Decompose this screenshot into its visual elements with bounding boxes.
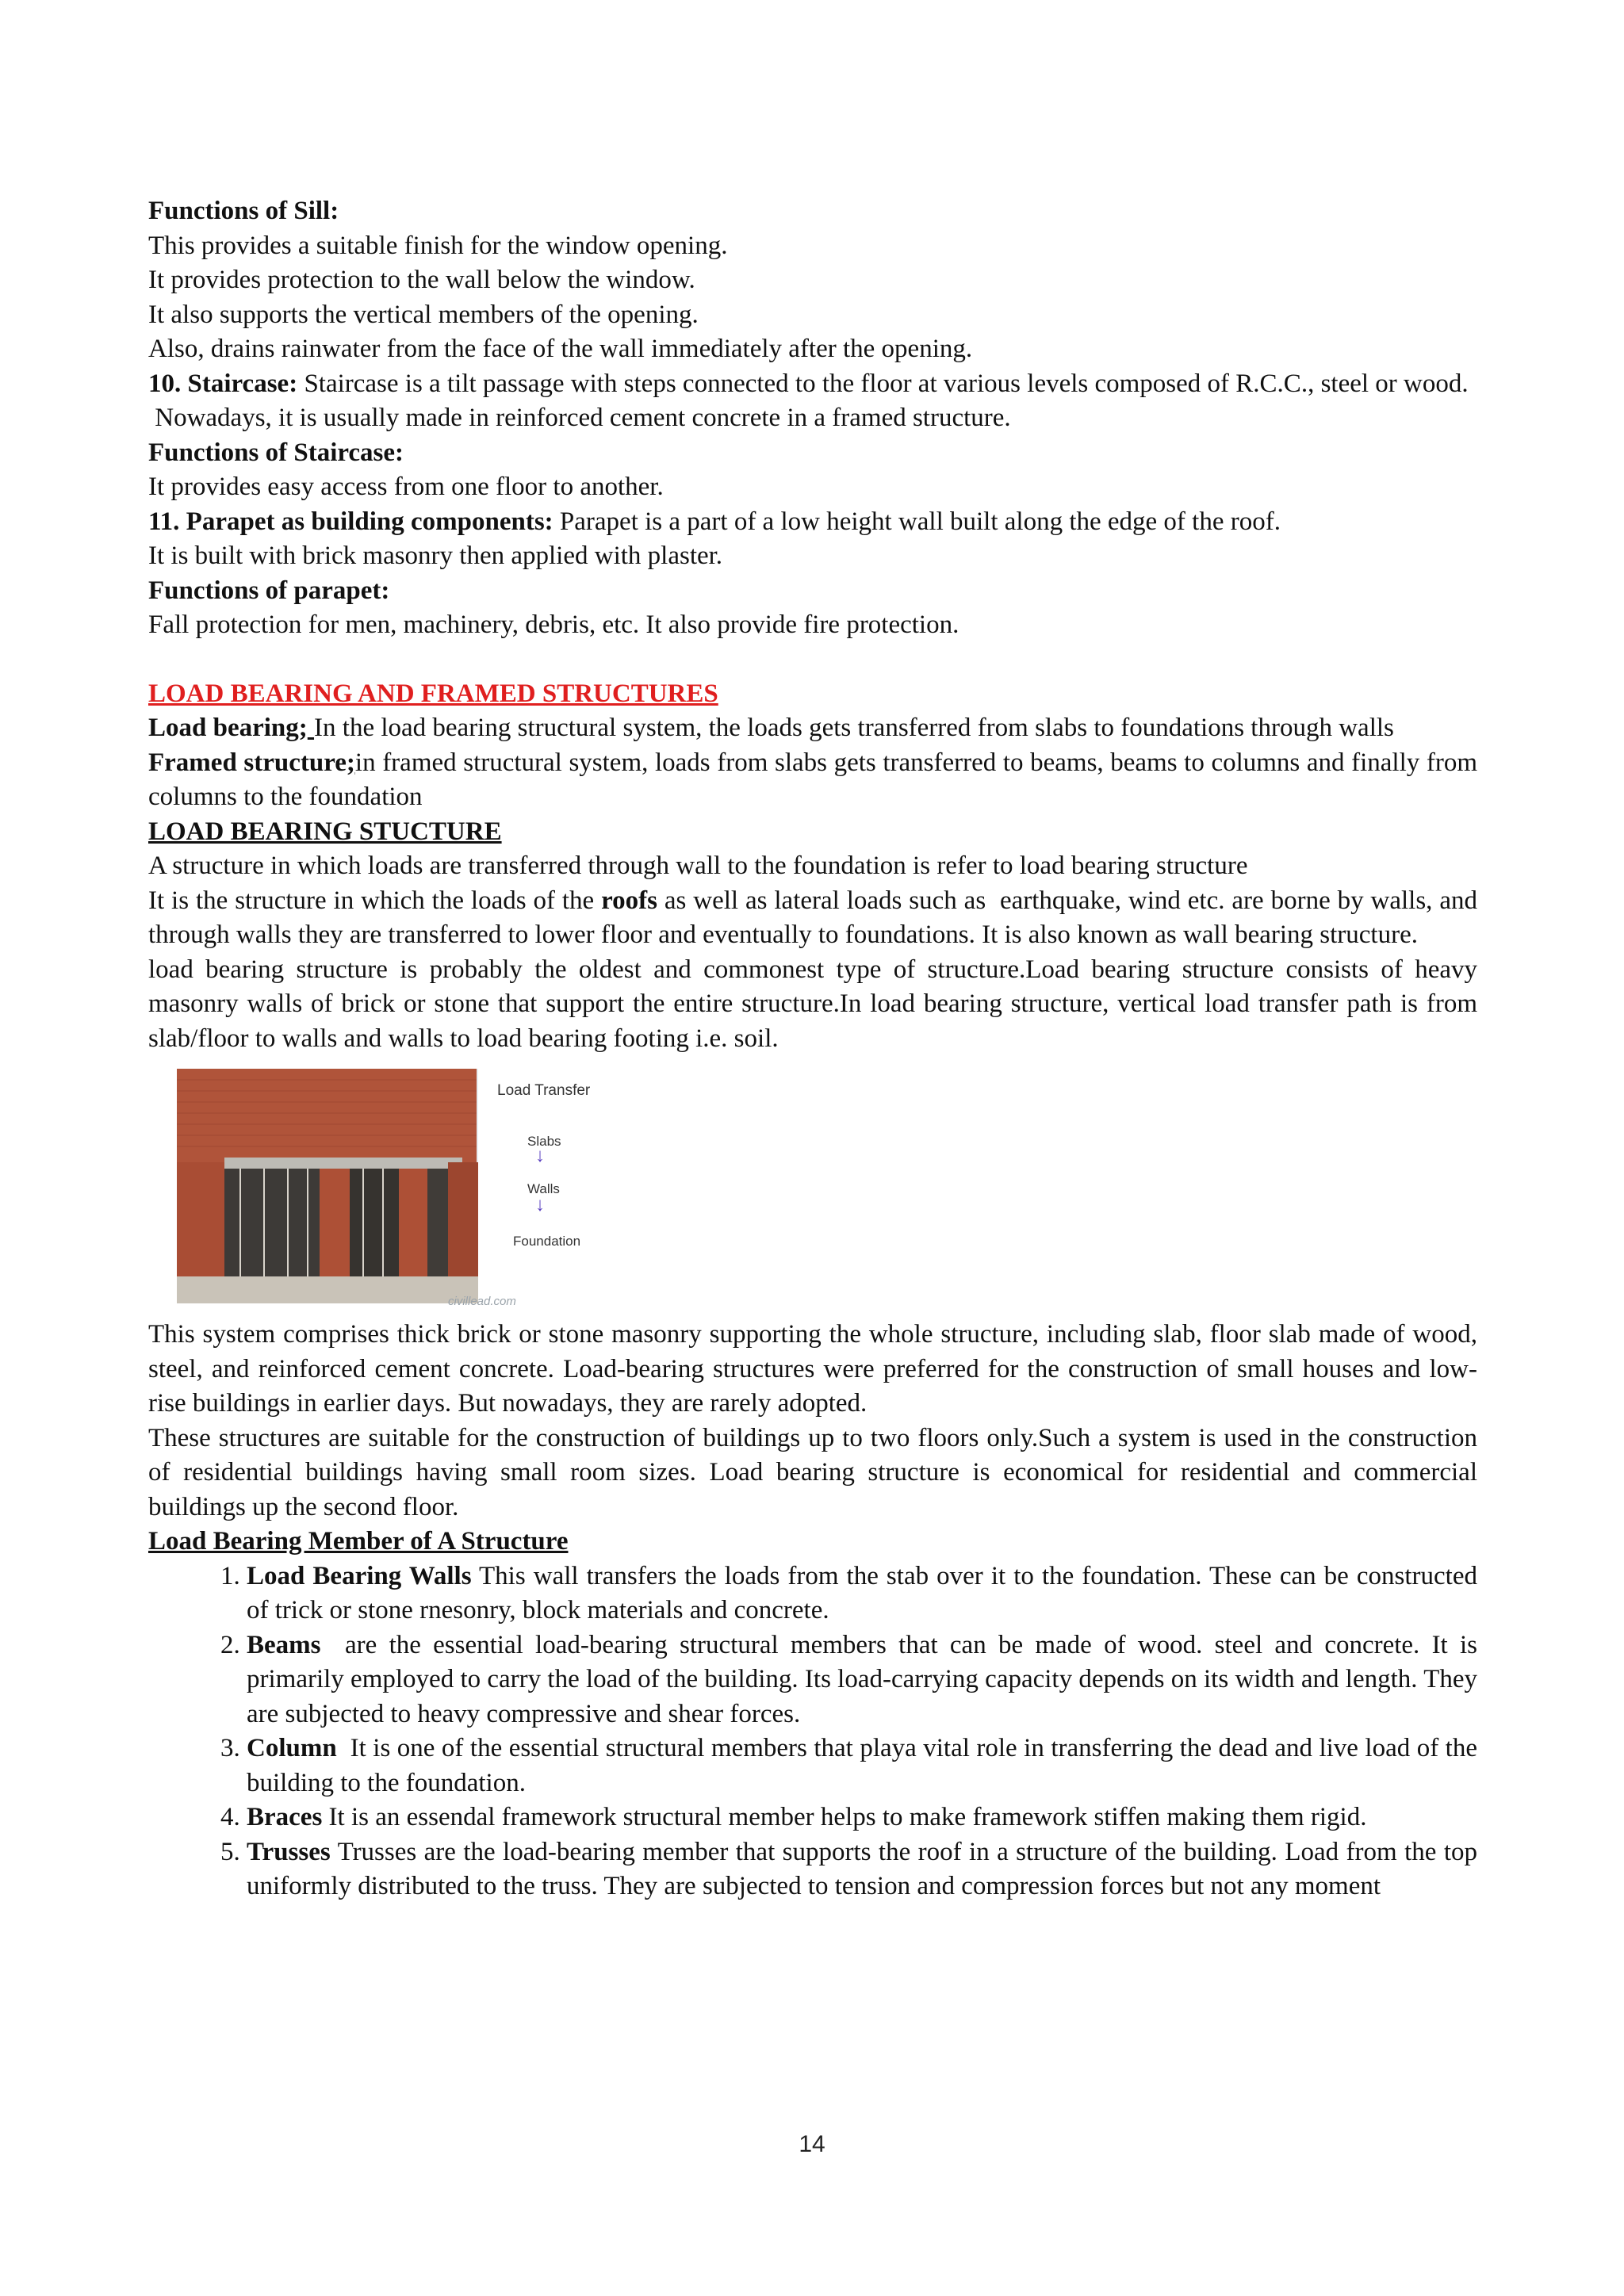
lbs-paragraph-3: load bearing structure is probably the oldest and commonest type of structure.Load bearing structure consists of heavy masonry walls of brick or stone that support the entire structure.In load bearing structure, vertical load transfer path is from slab/floor to walls and walls to load bearing footing i.e. soil. [148, 955, 1477, 1053]
sill-line: This provides a suitable finish for the window opening. [148, 231, 728, 260]
list-item [247, 1732, 1484, 1800]
member-term: Beams [247, 1630, 321, 1659]
member-term: Braces [247, 1803, 323, 1831]
load-bearing-definition [148, 711, 1477, 746]
staircase-paragraph [148, 367, 1477, 402]
framed-structure-separator: ; [346, 748, 355, 777]
sill-line: It provides protection to the wall below the window. [148, 266, 695, 294]
lbs-paragraph-2-end: as well as lateral loads such as earthquake, wind etc. are borne by walls, and through walls they are transferred to lower floor and eventually to foundations. It is also known as wall bearing structure. [148, 886, 1484, 949]
list-item [247, 1800, 1477, 1835]
underlined-space [308, 714, 314, 742]
list-item [247, 1559, 1484, 1628]
members-heading: Load Bearing Member of A Structure [148, 1527, 569, 1556]
load-transfer-figure [148, 1064, 1477, 1311]
parapet-text: Parapet is a part of a low height wall built along the edge of the roof. [553, 507, 1281, 536]
load-bearing-text: In the load bearing structural system, the loads gets transferred from slabs to foundations through walls [314, 714, 1394, 742]
legend-step-slabs: Slabs [527, 1134, 561, 1149]
parapet-paragraph [148, 505, 1477, 540]
legend-step-foundation: Foundation [513, 1234, 581, 1249]
list-item [247, 1835, 1484, 1904]
member-text: are the essential load-bearing structural members that can be made of wood. steel and concrete. It is primarily employed to carry the load of the building. Its load-carrying capacity depends on its width and length. They are subjected to heavy compressive and shear forces. [247, 1630, 1484, 1728]
member-term: Column [247, 1734, 337, 1762]
load-bearing-label: Load bearing; [148, 714, 308, 742]
system-paragraph-1: This system comprises thick brick or stone masonry supporting the whole structure, including slab, floor slab made of wood, steel, and reinforced cement concrete. Load-bearing structures were preferred for the construction of small houses and low-rise buildings in earlier days. But nowadays, they are rarely adopted. [148, 1320, 1477, 1418]
page-number: 14 [799, 2131, 825, 2157]
staircase-label: 10. Staircase: [148, 369, 298, 398]
subsection-heading: LOAD BEARING STUCTURE [148, 817, 502, 846]
lbs-paragraph-2 [148, 884, 1484, 953]
page-content [148, 194, 1484, 1904]
roofs-bold: roofs [601, 886, 657, 915]
lbs-paragraph-1: A structure in which loads are transferred through wall to the foundation is refer to load bearing structure [148, 851, 1248, 880]
figure-watermark: civillead.com [448, 1295, 516, 1308]
load-transfer-legend [448, 1073, 638, 1308]
parapet-functions-heading: Functions of parapet: [148, 576, 390, 605]
section-gap [148, 643, 1477, 677]
brick-building-illustration [177, 1069, 478, 1303]
section-heading: LOAD BEARING AND FRAMED STRUCTURES [148, 679, 718, 708]
sill-line: It also supports the vertical members of the opening. [148, 300, 699, 329]
staircase-note: Nowadays, it is usually made in reinforced cement concrete in a framed structure. [148, 404, 1011, 432]
framed-structure-definition [148, 746, 1477, 815]
system-paragraph-2: These structures are suitable for the construction of buildings up to two floors only.Such a system is used in the construction of residential buildings having small room sizes. Load bearing structure is economical for residential and commercial buildings up the second floor. [148, 1423, 1477, 1521]
member-text: Trusses are the load-bearing member that supports the roof in a structure of the building. Load from the top uniformly distributed to the truss. They are subjected to tension and compression forces but not any moment [247, 1837, 1484, 1900]
staircase-functions-heading: Functions of Staircase: [148, 438, 404, 467]
member-text: It is an essendal framework structural member helps to make framework stiffen making them rigid. [322, 1803, 1367, 1831]
arrow-down-icon: ↓ [535, 1145, 545, 1166]
parapet-label: 11. Parapet as building components: [148, 507, 553, 536]
parapet-text-2: It is built with brick masonry then applied with plaster. [148, 541, 723, 570]
parapet-functions-text: Fall protection for men, machinery, debris, etc. It also provide fire protection. [148, 610, 959, 639]
framed-structure-label: Framed structure [148, 748, 347, 777]
list-item [247, 1628, 1484, 1732]
brick-building-photo [177, 1069, 478, 1303]
lbs-paragraph-2-start: It is the structure in which the loads of the [148, 886, 602, 915]
sill-line: Also, drains rainwater from the face of the wall immediately after the opening. [148, 335, 973, 363]
staircase-functions-text: It provides easy access from one floor to another. [148, 473, 664, 501]
arrow-down-icon: ↓ [535, 1194, 545, 1215]
sill-heading: Functions of Sill: [148, 197, 339, 225]
member-term: Trusses [247, 1837, 331, 1866]
member-term: Load Bearing Walls [247, 1561, 472, 1590]
legend-step-walls: Walls [527, 1181, 560, 1196]
framed-structure-text: in framed structural system, loads from slabs gets transferred to beams, beams to columns and finally from columns to the foundation [148, 748, 1478, 811]
member-text: It is one of the essential structural members that playa vital role in transferring the dead and live load of the building to the foundation. [247, 1734, 1484, 1797]
legend-title: Load Transfer [497, 1082, 591, 1099]
member-text: This wall transfers the loads from the stab over it to the foundation. These can be constructed of trick or stone rnesonry, block materials and concrete. [247, 1561, 1484, 1624]
members-list [148, 1559, 1484, 1904]
staircase-text: Staircase is a tilt passage with steps connected to the floor at various levels composed of R.C.C., steel or wood. [297, 369, 1469, 398]
